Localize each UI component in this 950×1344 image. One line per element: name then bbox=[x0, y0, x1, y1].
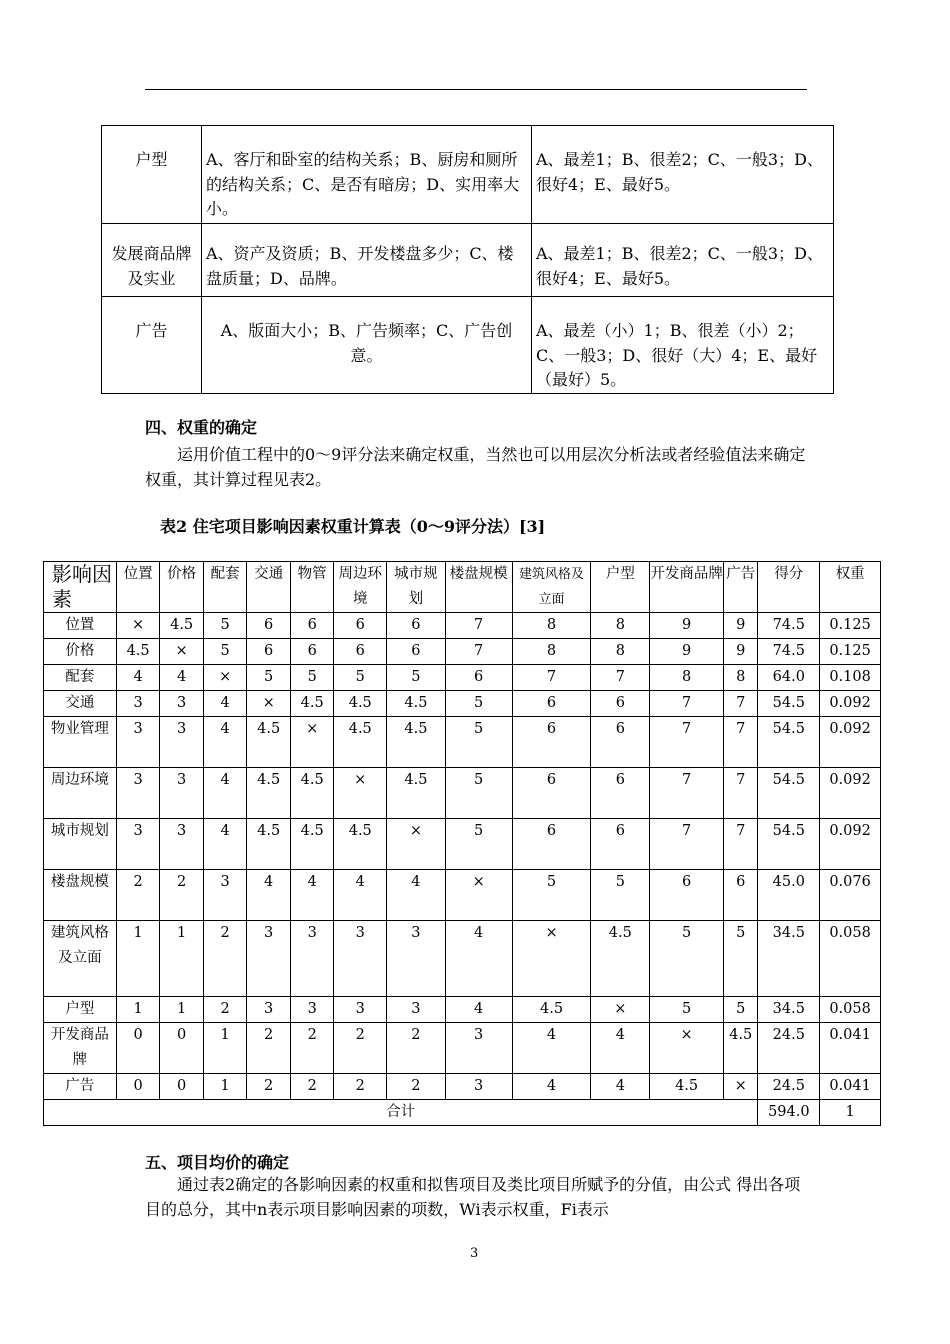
score-cell: 24.5 bbox=[758, 1023, 820, 1074]
score-cell: 0.125 bbox=[820, 613, 881, 639]
column-header: 建筑风格及立面 bbox=[512, 562, 591, 613]
score-cell: 6 bbox=[387, 613, 446, 639]
score-cell: 3 bbox=[160, 768, 204, 819]
score-cell: 3 bbox=[445, 1023, 512, 1074]
score-cell: 0 bbox=[116, 1074, 160, 1100]
score-cell: 6 bbox=[512, 819, 591, 870]
score-cell: 6 bbox=[512, 768, 591, 819]
table-row bbox=[44, 997, 881, 1023]
score-cell: 3 bbox=[116, 717, 160, 768]
score-cell: 0.041 bbox=[820, 1023, 881, 1074]
score-cell: 3 bbox=[290, 997, 334, 1023]
score-cell: 2 bbox=[387, 1074, 446, 1100]
score-cell: 7 bbox=[650, 768, 724, 819]
score-cell: 1 bbox=[160, 921, 204, 997]
score-cell: 2 bbox=[387, 1023, 446, 1074]
table-row bbox=[44, 1023, 881, 1074]
column-header: 价格 bbox=[160, 562, 204, 613]
scores-cell: A、最差1；B、很差2；C、一般3；D、很好4；E、最好5。 bbox=[532, 126, 834, 224]
score-cell: × bbox=[445, 870, 512, 921]
column-header: 户型 bbox=[591, 562, 650, 613]
score-cell: 3 bbox=[290, 921, 334, 997]
score-cell: × bbox=[247, 691, 291, 717]
score-cell: 3 bbox=[247, 921, 291, 997]
table-row bbox=[102, 126, 834, 224]
score-cell: 2 bbox=[334, 1074, 387, 1100]
score-cell: 8 bbox=[650, 665, 724, 691]
score-cell: × bbox=[290, 717, 334, 768]
score-cell: 3 bbox=[334, 921, 387, 997]
row-label-cell: 物业管理 bbox=[44, 717, 117, 768]
score-cell: 0.058 bbox=[820, 921, 881, 997]
score-cell: 4.5 bbox=[290, 768, 334, 819]
scores-cell: A、最差（小）1；B、很差（小）2；C、一般3；D、很好（大）4；E、最好（最好）5。 bbox=[532, 297, 834, 394]
score-cell: 4.5 bbox=[387, 691, 446, 717]
score-cell: 9 bbox=[650, 639, 724, 665]
score-cell: 0 bbox=[160, 1023, 204, 1074]
score-cell: 4.5 bbox=[247, 717, 291, 768]
row-label-cell: 开发商品牌 bbox=[44, 1023, 117, 1074]
score-cell: 4 bbox=[512, 1074, 591, 1100]
score-cell: 5 bbox=[203, 613, 247, 639]
score-cell: 7 bbox=[650, 717, 724, 768]
score-cell: 0 bbox=[116, 1023, 160, 1074]
score-cell: 7 bbox=[650, 819, 724, 870]
column-header: 得分 bbox=[758, 562, 820, 613]
score-cell: 6 bbox=[290, 613, 334, 639]
score-cell: 6 bbox=[591, 819, 650, 870]
column-header: 楼盘规模 bbox=[445, 562, 512, 613]
score-cell: 1 bbox=[116, 997, 160, 1023]
score-cell: 4 bbox=[512, 1023, 591, 1074]
score-cell: 5 bbox=[387, 665, 446, 691]
score-cell: 54.5 bbox=[758, 691, 820, 717]
score-cell: 0.092 bbox=[820, 691, 881, 717]
score-cell: 4 bbox=[203, 819, 247, 870]
score-cell: 3 bbox=[116, 819, 160, 870]
row-label-cell: 周边环境 bbox=[44, 768, 117, 819]
total-label: 合计 bbox=[44, 1100, 758, 1126]
score-cell: 5 bbox=[334, 665, 387, 691]
score-cell: 3 bbox=[160, 717, 204, 768]
table-row bbox=[44, 768, 881, 819]
items-cell: A、资产及资质；B、开发楼盘多少；C、楼盘质量；D、品牌。 bbox=[202, 224, 532, 297]
score-cell: 2 bbox=[247, 1023, 291, 1074]
score-cell: 7 bbox=[724, 717, 758, 768]
row-label-cell: 广告 bbox=[44, 1074, 117, 1100]
score-cell: 74.5 bbox=[758, 613, 820, 639]
score-cell: 6 bbox=[334, 639, 387, 665]
score-cell: 4.5 bbox=[387, 717, 446, 768]
score-cell: 4.5 bbox=[591, 921, 650, 997]
score-cell: 45.0 bbox=[758, 870, 820, 921]
score-cell: 54.5 bbox=[758, 717, 820, 768]
table-row bbox=[102, 224, 834, 297]
score-cell: 4 bbox=[290, 870, 334, 921]
table-row bbox=[102, 297, 834, 394]
score-cell: × bbox=[650, 1023, 724, 1074]
column-header: 影响因素 bbox=[44, 562, 117, 613]
score-cell: 6 bbox=[445, 665, 512, 691]
score-cell: × bbox=[203, 665, 247, 691]
score-cell: 5 bbox=[445, 819, 512, 870]
score-cell: 6 bbox=[247, 613, 291, 639]
header-rule bbox=[145, 89, 807, 90]
score-cell: 5 bbox=[445, 768, 512, 819]
score-cell: 34.5 bbox=[758, 921, 820, 997]
total-row bbox=[44, 1100, 881, 1126]
table-row bbox=[44, 639, 881, 665]
score-cell: 1 bbox=[203, 1074, 247, 1100]
scores-cell: A、最差1；B、很差2；C、一般3；D、很好4；E、最好5。 bbox=[532, 224, 834, 297]
score-cell: 64.0 bbox=[758, 665, 820, 691]
score-cell: 8 bbox=[724, 665, 758, 691]
score-cell: 7 bbox=[724, 768, 758, 819]
score-cell: 4 bbox=[203, 717, 247, 768]
score-cell: 6 bbox=[591, 691, 650, 717]
row-label-cell: 位置 bbox=[44, 613, 117, 639]
table-row bbox=[44, 921, 881, 997]
row-label-cell: 交通 bbox=[44, 691, 117, 717]
score-cell: × bbox=[724, 1074, 758, 1100]
score-cell: 2 bbox=[247, 1074, 291, 1100]
score-cell: 6 bbox=[512, 717, 591, 768]
score-cell: 3 bbox=[116, 691, 160, 717]
score-cell: 3 bbox=[160, 691, 204, 717]
column-header: 配套 bbox=[203, 562, 247, 613]
score-cell: 3 bbox=[247, 997, 291, 1023]
factor-cell: 广告 bbox=[102, 297, 202, 394]
score-cell: 74.5 bbox=[758, 639, 820, 665]
factor-cell: 户型 bbox=[102, 126, 202, 224]
score-cell: 4.5 bbox=[247, 768, 291, 819]
section-heading: 五、项目均价的确定 bbox=[145, 1153, 290, 1172]
score-cell: 9 bbox=[724, 639, 758, 665]
score-cell: 8 bbox=[512, 639, 591, 665]
score-cell: 4.5 bbox=[650, 1074, 724, 1100]
row-label-cell: 城市规划 bbox=[44, 819, 117, 870]
score-cell: 5 bbox=[512, 870, 591, 921]
row-label-cell: 户型 bbox=[44, 997, 117, 1023]
column-header: 周边环境 bbox=[334, 562, 387, 613]
score-cell: 5 bbox=[203, 639, 247, 665]
score-cell: 0.076 bbox=[820, 870, 881, 921]
score-cell: 7 bbox=[445, 613, 512, 639]
score-cell: 5 bbox=[650, 997, 724, 1023]
score-cell: 3 bbox=[387, 997, 446, 1023]
score-cell: 54.5 bbox=[758, 768, 820, 819]
table-row bbox=[44, 1074, 881, 1100]
score-cell: × bbox=[160, 639, 204, 665]
score-cell: 6 bbox=[512, 691, 591, 717]
score-cell: 6 bbox=[650, 870, 724, 921]
score-cell: 4.5 bbox=[724, 1023, 758, 1074]
score-cell: 2 bbox=[116, 870, 160, 921]
score-cell: 4 bbox=[203, 691, 247, 717]
section-heading: 四、权重的确定 bbox=[145, 418, 258, 437]
score-cell: 7 bbox=[591, 665, 650, 691]
score-cell: 0.041 bbox=[820, 1074, 881, 1100]
score-cell: 8 bbox=[591, 639, 650, 665]
score-cell: 0.092 bbox=[820, 819, 881, 870]
score-cell: 3 bbox=[116, 768, 160, 819]
row-label-cell: 价格 bbox=[44, 639, 117, 665]
column-header: 交通 bbox=[247, 562, 291, 613]
score-cell: 3 bbox=[334, 997, 387, 1023]
score-cell: 4 bbox=[445, 921, 512, 997]
score-cell: 4.5 bbox=[290, 691, 334, 717]
row-label-cell: 楼盘规模 bbox=[44, 870, 117, 921]
score-cell: 6 bbox=[724, 870, 758, 921]
factor-criteria-table bbox=[101, 125, 834, 394]
column-header: 广告 bbox=[724, 562, 758, 613]
row-label-cell: 配套 bbox=[44, 665, 117, 691]
score-cell: 7 bbox=[445, 639, 512, 665]
score-cell: 4.5 bbox=[334, 717, 387, 768]
score-cell: × bbox=[387, 819, 446, 870]
column-header: 权重 bbox=[820, 562, 881, 613]
column-header: 开发商品牌 bbox=[650, 562, 724, 613]
score-cell: 0.092 bbox=[820, 768, 881, 819]
score-cell: 1 bbox=[203, 1023, 247, 1074]
score-cell: 6 bbox=[247, 639, 291, 665]
score-cell: 4 bbox=[160, 665, 204, 691]
score-cell: 5 bbox=[445, 717, 512, 768]
column-header: 位置 bbox=[116, 562, 160, 613]
score-cell: 3 bbox=[445, 1074, 512, 1100]
page-number: 3 bbox=[470, 1246, 479, 1261]
score-cell: 2 bbox=[290, 1023, 334, 1074]
score-cell: 4 bbox=[203, 768, 247, 819]
score-cell: 5 bbox=[591, 870, 650, 921]
score-cell: 2 bbox=[160, 870, 204, 921]
items-cell: A、版面大小；B、广告频率；C、广告创意。 bbox=[202, 297, 532, 394]
score-cell: 5 bbox=[445, 691, 512, 717]
table-row bbox=[44, 613, 881, 639]
score-cell: × bbox=[512, 921, 591, 997]
score-cell: × bbox=[116, 613, 160, 639]
score-cell: 34.5 bbox=[758, 997, 820, 1023]
score-cell: 4.5 bbox=[160, 613, 204, 639]
score-cell: 1 bbox=[160, 997, 204, 1023]
score-cell: 4.5 bbox=[334, 691, 387, 717]
table-row bbox=[44, 691, 881, 717]
score-cell: 1 bbox=[116, 921, 160, 997]
score-cell: 4.5 bbox=[247, 819, 291, 870]
table-row bbox=[44, 717, 881, 768]
section-paragraph: 通过表2确定的各影响因素的权重和拟售项目及类比项目所赋予的分值，由公式 得出各项目的总分，其中n表示项目影响因素的项数，Wi表示权重，Fi表示 bbox=[145, 1175, 801, 1219]
table-row bbox=[44, 870, 881, 921]
score-cell: 9 bbox=[650, 613, 724, 639]
score-cell: 4 bbox=[591, 1074, 650, 1100]
table-caption: 表2 住宅项目影响因素权重计算表（0～9评分法）[3] bbox=[160, 517, 546, 536]
table-row bbox=[44, 819, 881, 870]
score-cell: 6 bbox=[591, 717, 650, 768]
score-cell: × bbox=[591, 997, 650, 1023]
score-cell: 2 bbox=[203, 997, 247, 1023]
score-cell: 4 bbox=[387, 870, 446, 921]
score-cell: 2 bbox=[290, 1074, 334, 1100]
score-cell: 3 bbox=[387, 921, 446, 997]
score-cell: 7 bbox=[512, 665, 591, 691]
weight-calculation-table bbox=[43, 561, 881, 1126]
score-cell: 0.125 bbox=[820, 639, 881, 665]
score-cell: 2 bbox=[334, 1023, 387, 1074]
table-row bbox=[44, 665, 881, 691]
section-paragraph: 运用价值工程中的0～9评分法来确定权重，当然也可以用层次分析法或者经验值法来确定权重，其计算过程见表2。 bbox=[145, 445, 806, 489]
score-cell: 5 bbox=[290, 665, 334, 691]
score-cell: 7 bbox=[724, 691, 758, 717]
items-cell: A、客厅和卧室的结构关系；B、厨房和厕所的结构关系；C、是否有暗房；D、实用率大小。 bbox=[202, 126, 532, 224]
row-label-cell: 建筑风格及立面 bbox=[44, 921, 117, 997]
score-cell: 6 bbox=[334, 613, 387, 639]
score-cell: 4.5 bbox=[387, 768, 446, 819]
score-cell: 4.5 bbox=[334, 819, 387, 870]
score-cell: 3 bbox=[203, 870, 247, 921]
score-cell: 4 bbox=[334, 870, 387, 921]
score-cell: 0.092 bbox=[820, 717, 881, 768]
score-cell: 5 bbox=[247, 665, 291, 691]
score-cell: 8 bbox=[591, 613, 650, 639]
score-cell: × bbox=[334, 768, 387, 819]
score-cell: 4.5 bbox=[116, 639, 160, 665]
score-cell: 5 bbox=[724, 997, 758, 1023]
score-cell: 0.108 bbox=[820, 665, 881, 691]
score-cell: 6 bbox=[290, 639, 334, 665]
score-cell: 2 bbox=[203, 921, 247, 997]
score-cell: 24.5 bbox=[758, 1074, 820, 1100]
score-cell: 0 bbox=[160, 1074, 204, 1100]
factor-cell: 发展商品牌及实业 bbox=[102, 224, 202, 297]
score-cell: 9 bbox=[724, 613, 758, 639]
score-cell: 4.5 bbox=[512, 997, 591, 1023]
score-cell: 0.058 bbox=[820, 997, 881, 1023]
score-cell: 6 bbox=[387, 639, 446, 665]
score-cell: 4.5 bbox=[290, 819, 334, 870]
score-cell: 5 bbox=[650, 921, 724, 997]
total-weight: 1 bbox=[820, 1100, 881, 1126]
total-score: 594.0 bbox=[758, 1100, 820, 1126]
score-cell: 5 bbox=[724, 921, 758, 997]
score-cell: 7 bbox=[650, 691, 724, 717]
score-cell: 4 bbox=[591, 1023, 650, 1074]
score-cell: 6 bbox=[591, 768, 650, 819]
table-header-row bbox=[44, 562, 881, 613]
score-cell: 4 bbox=[116, 665, 160, 691]
column-header: 物管 bbox=[290, 562, 334, 613]
score-cell: 3 bbox=[160, 819, 204, 870]
score-cell: 8 bbox=[512, 613, 591, 639]
column-header: 城市规划 bbox=[387, 562, 446, 613]
score-cell: 7 bbox=[724, 819, 758, 870]
score-cell: 54.5 bbox=[758, 819, 820, 870]
score-cell: 4 bbox=[247, 870, 291, 921]
score-cell: 4 bbox=[445, 997, 512, 1023]
